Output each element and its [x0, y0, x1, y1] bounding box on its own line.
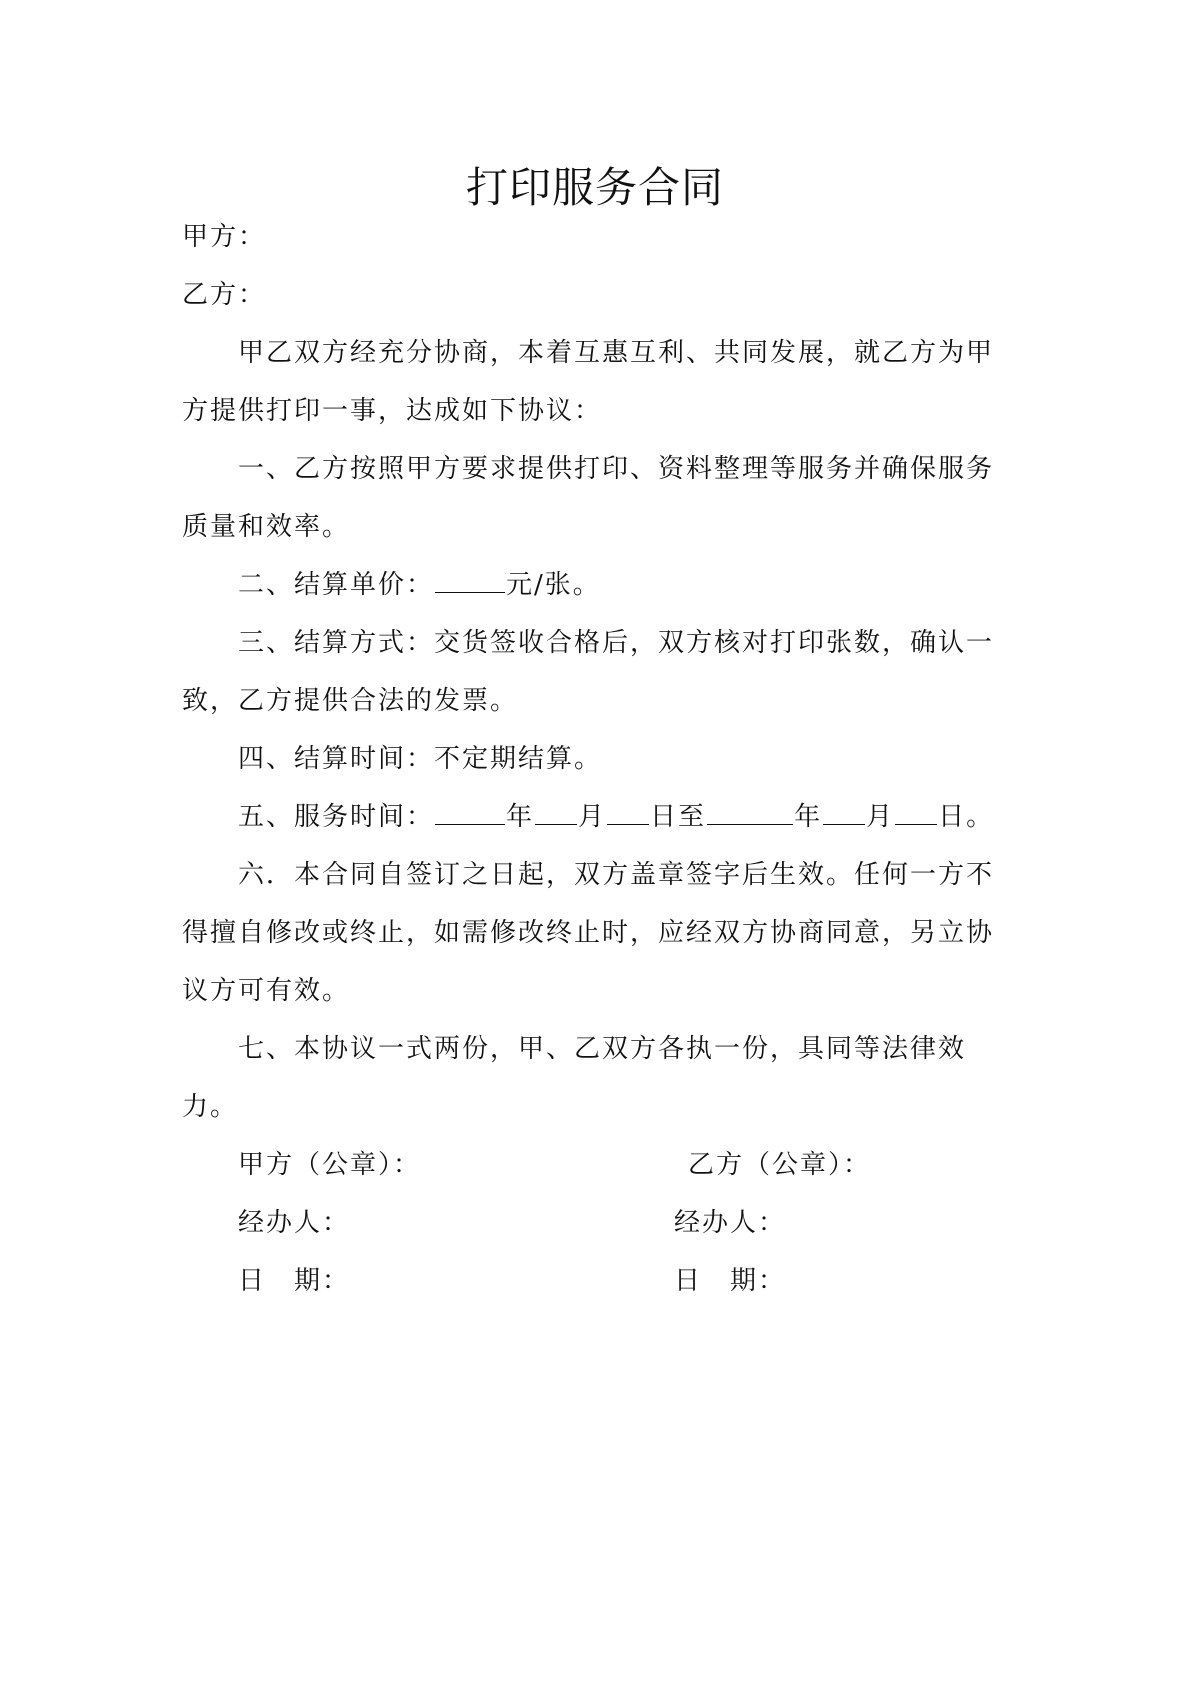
clause5-prefix: 五、服务时间： — [238, 802, 435, 832]
party-b-date-label: 日 期： — [674, 1266, 787, 1296]
start-year-blank[interactable] — [435, 800, 505, 825]
start-year-label: 年 — [506, 802, 535, 832]
clause2-prefix: 二、结算单价： — [238, 570, 435, 600]
clause3-line-2: 致，乙方提供合法的发票。 — [182, 686, 519, 716]
start-day-blank[interactable] — [607, 800, 649, 825]
clause1-line-1: 一、乙方按照甲方要求提供打印、资料整理等服务并确保服务 — [238, 454, 995, 484]
start-month-label: 月 — [578, 802, 607, 832]
party-a-handler-label: 经办人： — [238, 1208, 351, 1238]
clause7-line-1: 七、本协议一式两份，甲、乙双方各执一份，具同等法律效 — [238, 1034, 967, 1064]
end-day-blank[interactable] — [895, 800, 937, 825]
clause3-line-1: 三、结算方式：交货签收合格后，双方核对打印张数，确认一 — [238, 628, 995, 658]
unit-price-blank[interactable] — [435, 568, 505, 593]
intro-line-1: 甲乙双方经充分协商，本着互惠互利、共同发展，就乙方为甲 — [238, 338, 995, 368]
page-title: 打印服务合同 — [465, 163, 724, 212]
intro-line-2: 方提供打印一事，达成如下协议： — [182, 396, 603, 426]
end-month-blank[interactable] — [823, 800, 865, 825]
clause1-line-2: 质量和效率。 — [182, 512, 351, 542]
clause6-line-2: 得擅自修改或终止，如需修改终止时，应经双方协商同意，另立协 — [182, 918, 995, 948]
party-a-date-label: 日 期： — [238, 1266, 351, 1296]
party-b-label: 乙方： — [182, 280, 267, 310]
clause6-line-1: 六．本合同自签订之日起，双方盖章签字后生效。任何一方不 — [238, 860, 995, 890]
clause6-line-3: 议方可有效。 — [182, 976, 351, 1006]
clause2-suffix: 元/张。 — [506, 570, 601, 600]
party-b-seal-label: 乙方（公章）： — [688, 1150, 872, 1180]
end-day-label: 日。 — [938, 802, 995, 832]
clause2-line — [238, 568, 1020, 602]
start-day-label: 日至 — [650, 802, 707, 832]
end-year-label: 年 — [794, 802, 823, 832]
end-month-label: 月 — [866, 802, 895, 832]
start-month-blank[interactable] — [535, 800, 577, 825]
party-a-seal-label: 甲方（公章）： — [238, 1150, 422, 1180]
clause7-line-2: 力。 — [182, 1092, 239, 1122]
end-year-blank[interactable] — [707, 800, 793, 825]
clause4-line: 四、结算时间：不定期结算。 — [238, 744, 603, 774]
clause5-line — [238, 800, 1020, 834]
party-b-handler-label: 经办人： — [674, 1208, 787, 1238]
party-a-label: 甲方： — [182, 222, 267, 252]
